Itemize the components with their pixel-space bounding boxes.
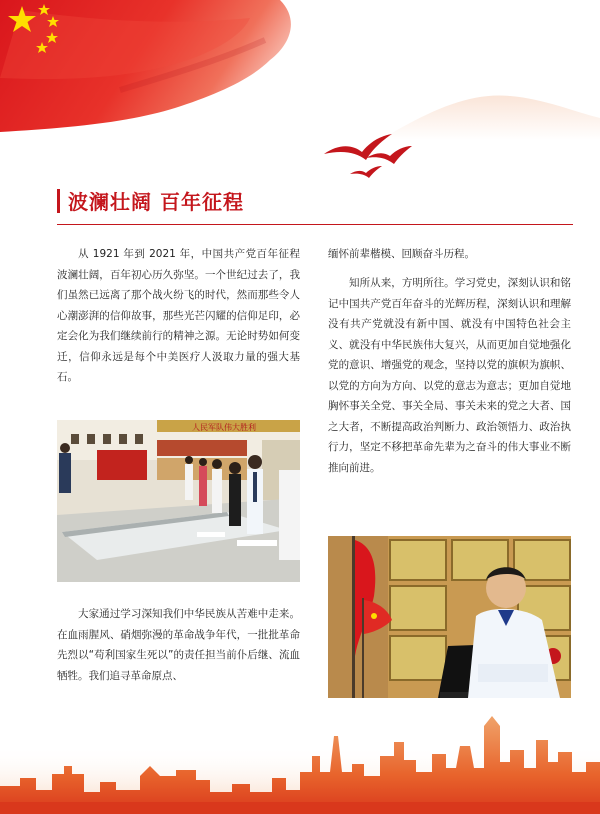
title-divider: [57, 224, 573, 225]
article-title-block: [57, 186, 244, 215]
paragraph-3: 知所从来，方明所往。学习党史，深刻认识和铭记中国共产党百年奋斗的光辉历程，深刻认识和理解没有共产党就没有新中国、就没有中国特色社会主义、就没有中华民族伟大复兴，从而更加自觉地强化党的意识、增强党的观念，坚持以党的旗帜为旗帜、以党的方向为方向、以党的意志为意志；更加自觉地胸怀事关全党、事关全局、事关未来的党之大者、国之大者，不断提高政治判断力、政治领悟力、政治执行力，坚定不移把革命先辈为之奋斗的伟大事业不断推向前进。: [328, 277, 571, 474]
banner-text: 人民军队伟大胜利: [192, 423, 256, 432]
title-accent-bar: [57, 189, 60, 213]
meeting-room-photo: [57, 420, 300, 582]
article-title: 波澜壮阔 百年征程: [68, 190, 244, 214]
birds-icon: [322, 130, 414, 182]
study-session-photo: [328, 536, 571, 698]
paragraph-2: 大家通过学习深知我们中华民族从苦难中走来。在血雨腥风、硝烟弥漫的革命战争年代，一批批革命先烈以“苟利国家生死以”的责任担当前仆后继、流血牺牲。我们追寻革命原点、: [57, 608, 300, 682]
paragraph-2-continued: 缅怀前辈楷模、回顾奋斗历程。: [328, 248, 475, 260]
paragraph-1: 从 1921 年到 2021 年，中国共产党百年征程波澜壮阔，百年初心历久弥坚。一个世纪过去了，我们虽然已远离了那个战火纷飞的时代，然而那些令人心潮澎湃的信仰故事，那些光芒闪耀的信仰足印，必定会化为我们继续前行的精神之源。无论时势如何变迁，信仰永远是每个中美医疗人汲取力量的强大基石。: [57, 248, 300, 383]
flag-decoration-icon: [0, 0, 600, 140]
city-skyline-icon: [0, 706, 600, 814]
